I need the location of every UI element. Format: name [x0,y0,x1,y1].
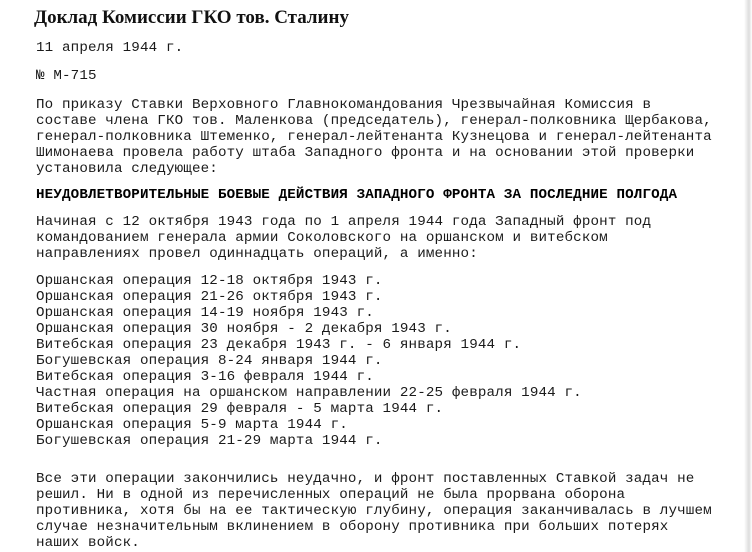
operation-item: Витебская операция 29 февраля - 5 марта 1944 г. [36,401,444,417]
intro-line: По приказу Ставки Верховного Главнокомандования Чрезвычайная Комиссия в [36,97,652,113]
operation-item: Оршанская операция 21-26 октября 1943 г. [36,289,383,305]
document-date: 11 апреля 1944 г. [36,40,184,56]
paragraph-line: решил. Ни в одной из перечисленных операций не была прорвана оборона [36,487,626,503]
intro-line: генерал-полковника Штеменко, генерал-лейтенанта Кузнецова и генерал-лейтенанта [36,129,712,145]
operation-item: Оршанская операция 5-9 марта 1944 г. [36,417,348,433]
intro-line: установила следующее: [36,161,218,177]
intro-paragraph [36,97,712,177]
operation-item: Оршанская операция 14-19 ноября 1943 г. [36,305,374,321]
paragraph-line: Начиная с 12 октября 1943 года по 1 апреля 1944 года Западный фронт под [36,214,652,230]
operation-item: Оршанская операция 30 ноября - 2 декабря 1943 г. [36,321,452,337]
intro-line: составе члена ГКО тов. Маленкова (председатель), генерал-полковника Щербакова, [36,113,712,129]
section-heading: НЕУДОВЛЕТВОРИТЕЛЬНЫЕ БОЕВЫЕ ДЕЙСТВИЯ ЗАПАДНОГО ФРОНТА ЗА ПОСЛЕДНИЕ ПОЛГОДА [36,187,678,203]
intro-line: Шимонаева провела работу штаба Западного фронта и на основании этой проверки [36,145,695,161]
operation-item: Богушевская операция 8-24 января 1944 г. [36,353,383,369]
operation-item: Оршанская операция 12-18 октября 1943 г. [36,273,383,289]
paragraph-line: наших войск. [36,535,140,551]
document-number: № М-715 [36,68,97,84]
paragraph-line: командованием генерала армии Соколовского на оршанском и витебском [36,230,608,246]
paragraph-line: направлениях провел одиннадцать операций, а именно: [36,246,478,262]
paragraph-line: Все эти операции закончились неудачно, и фронт поставленных Ставкой задач не [36,471,695,487]
conclusion-paragraph [36,471,712,551]
paragraph-line: противника, хотя бы на ее тактическую глубину, операция заканчивалась в лучшем [36,503,712,519]
operation-item: Витебская операция 3-16 февраля 1944 г. [36,369,374,385]
paragraph-line: случае незначительным вклинением в оборону противника при больших потерях [36,519,669,535]
operations-list [36,273,582,449]
operation-item: Витебская операция 23 декабря 1943 г. - 6 января 1944 г. [36,337,522,353]
operations-intro-paragraph [36,214,651,262]
operation-item: Частная операция на оршанском направлении 22-25 февраля 1944 г. [36,385,582,401]
document-title: Доклад Комиссии ГКО тов. Сталину [34,7,349,28]
operation-item: Богушевская операция 21-29 марта 1944 г. [36,433,383,449]
